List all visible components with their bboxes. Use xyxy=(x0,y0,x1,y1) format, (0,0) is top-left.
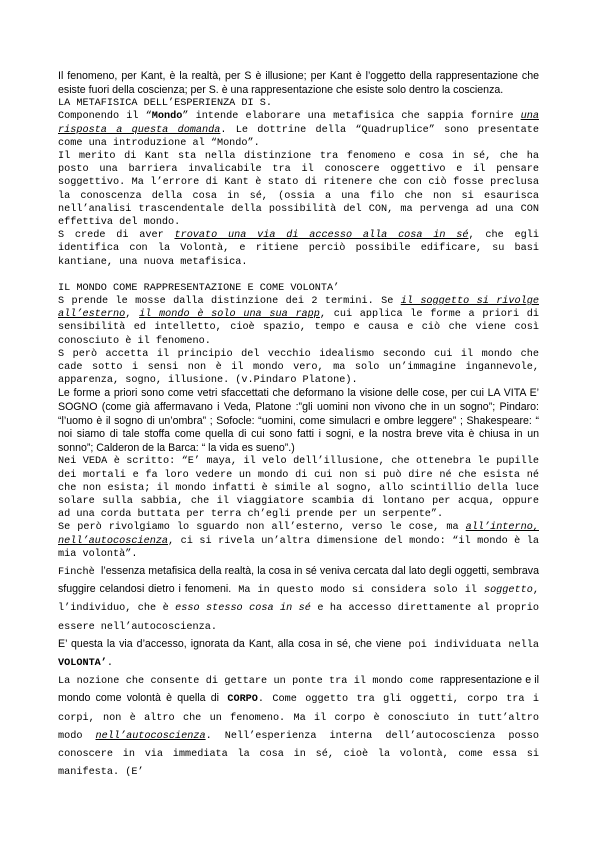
paragraph-3 xyxy=(58,150,539,229)
text: Il fenomeno, per Kant, è la realtà, per S è illusione; per Kant è l’oggetto della rappresentazione che esiste fuori della coscienza; per S. è una rappresentazione che esiste solo dentro la coscienza. xyxy=(58,70,539,96)
text: poi individuata nella xyxy=(401,639,540,651)
text: , l’individuo, che è xyxy=(58,585,539,615)
text: Le forme a priori sono come vetri sfaccettati che deformano la visione delle cose, per cui LA VITA E’ SOGNO (come già affermavano i Veda, Platone :”gli uomini non vivono che in un sogno”; Pindaro: “l’uomo è il sogno di un’ombra” ; Sofocle: “uomini, come simulacri e ombre leggere” ; Shakespeare: “ noi siamo di tale stoffa come quella di cui sono fatti i sogni, e la nostra breve vita è chiusa in un sonno”; Calderon de la Barca: “ la vida es sueno”.) xyxy=(58,387,539,454)
text: e ha accesso direttamente al proprio essere nell’autocoscienza. xyxy=(58,603,539,633)
text: Il merito di Kant sta nella distinzione tra fenomeno e cosa in sé, che ha posto una barriera invalicabile tra il conoscere oggettivo e il pensare soggettivo. Ma l’errore di Kant è stato di ritenere che con ciò fosse preclusa la conoscenza della cosa in sé, (ossia a una filo che non si esaurisca nell’analisi trascendentale della possibilità del CON, ma pervenga ad una CON effettiva del mondo. xyxy=(58,151,539,229)
heading-text: IL MONDO COME RAPPRESENTAZIONE E COME VOLONTA’ xyxy=(58,282,340,294)
paragraph-9 xyxy=(58,521,539,561)
heading-text: LA METAFISICA DELL’ESPERIENZA DI S. xyxy=(58,98,272,110)
bold-text: VOLONTA’ xyxy=(58,658,107,670)
paragraph-12 xyxy=(58,670,539,779)
emphasis-text: nell’autocoscienza xyxy=(95,730,206,742)
paragraph-10 xyxy=(58,561,539,634)
text: . xyxy=(106,658,114,670)
text: , ci si rivela un’altra dimensione del mondo: “il mondo è la mia volontà”. xyxy=(58,535,539,560)
text: Se però rivolgiamo lo sguardo non all’esterno, verso le cose, ma xyxy=(58,522,466,534)
text: Componendo il “ xyxy=(58,111,152,123)
text: S crede di aver xyxy=(58,230,175,242)
paragraph-2 xyxy=(58,110,539,150)
text: S prende le mosse dalla distinzione dei 2 termini. Se xyxy=(58,296,401,308)
text: l’essenza metafisica della realtà, la cosa in sé veniva cercata dal lato degli oggetti, sembrava sfuggire celandosi dietro i fenomeni. xyxy=(58,565,539,596)
document-body xyxy=(58,70,539,779)
emphasis-text: trovato una via di accesso alla cosa in sé xyxy=(174,230,469,242)
text: , xyxy=(125,309,140,321)
paragraph-8 xyxy=(58,455,539,521)
text: ” intende elaborare una metafisica che sappia fornire xyxy=(182,111,521,123)
bold-text: CORPO xyxy=(227,694,258,706)
emphasis-text: il soggetto si rivolge all’esterno xyxy=(58,296,539,321)
paragraph-1 xyxy=(58,70,539,97)
text: La nozione che consente di gettare un ponte tra il mondo come xyxy=(58,676,441,688)
text: E’ questa la via d’accesso, ignorata da Kant, alla cosa in sé, che viene xyxy=(58,637,402,650)
text: . Nell’esperienza interna dell’autocoscienza posso conoscere in via immediata la cosa in sé, cioè la volontà, come essa si manifesta. (E’ xyxy=(58,730,539,779)
emphasis-text: il mondo è solo una sua rapp xyxy=(139,309,320,321)
emphasis-text: una risposta a questa domanda xyxy=(58,111,539,136)
text: Nei VEDA è scritto: “E’ maya, il velo dell’illusione, che ottenebra le pupille dei mortali e fa loro vedere un mondo di cui non si può dire né che esista né che non esista; il mondo infatti è simile al sogno, allo scintillio della luce solare sulla sabbia, che il viaggiatore scambia di lontano per acqua, oppure ad una corda buttata per terra ch’egli prende per un serpente”. xyxy=(58,456,539,521)
text: . Le dottrine della “Quadruplice” sono presentate come una introduzione al “Mondo”. xyxy=(58,124,539,149)
emphasis-text: soggetto xyxy=(483,585,533,597)
text: , cui applica le forme a priori di sensibilità ed intelletto, cioè spazio, tempo e causa e ciò che viene così conosciuto è il fenomeno. xyxy=(58,309,539,347)
emphasis-text: all’interno, nell’autocoscienza xyxy=(58,522,539,547)
paragraph-7 xyxy=(58,387,539,455)
text: S però accetta il principio del vecchio idealismo secondo cui il mondo che cade sotto i sensi non è il mondo vero, ma solo un’immagine ingannevole, apparenza, sogno, illusione. (v.Pindaro Platone). xyxy=(58,348,539,387)
section-heading-mondo xyxy=(58,282,539,295)
paragraph-4 xyxy=(58,229,539,269)
text: , che egli identifica con la Volontà, e ritiene perciò possibile edificare, su basi kantiane, una nuova metafisica. xyxy=(58,230,539,268)
section-heading-metafisica xyxy=(58,97,539,110)
text: Finchè xyxy=(58,567,101,579)
paragraph-5 xyxy=(58,295,539,348)
text: Ma in questo modo si considera solo il xyxy=(231,585,484,597)
emphasis-text: esso stesso cosa in sé xyxy=(175,603,311,615)
bold-text: Mondo xyxy=(151,111,183,123)
blank-line xyxy=(58,269,539,282)
paragraph-6 xyxy=(58,348,539,388)
text: rappresentazione e il mondo come volontà è quella di xyxy=(58,674,539,705)
paragraph-11 xyxy=(58,634,539,670)
text: . Come oggetto tra gli oggetti, corpo tra i corpi, non è altro che un fenomeno. Ma il corpo è conosciuto in tutt’altro modo xyxy=(58,694,539,742)
